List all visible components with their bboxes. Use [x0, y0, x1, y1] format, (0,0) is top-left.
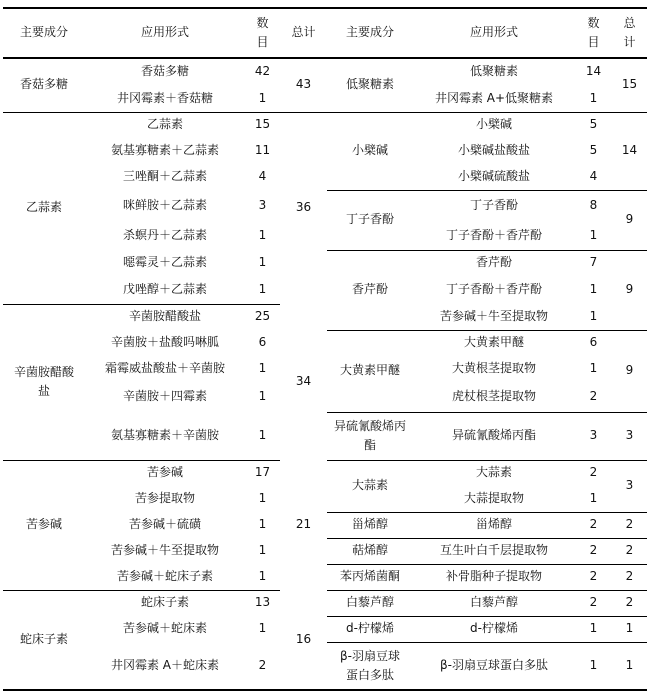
left-row-form: 三唑酮＋乙蒜素: [122, 169, 207, 184]
left-row-form: 苦参碱＋硫磺: [128, 517, 201, 532]
right-group-total: 1: [625, 621, 634, 636]
left-group-total: 21: [295, 517, 312, 532]
right-group-rule: [327, 642, 647, 643]
left-row-form: 苦参碱＋牛至提取物: [110, 543, 219, 558]
right-row-count: 5: [589, 117, 598, 132]
left-group-main: 苦参碱: [25, 517, 62, 532]
right-row-count: 1: [589, 228, 598, 243]
right-row-form: 丁子香酚＋香芹酚: [445, 228, 542, 243]
right-row-count: 3: [589, 428, 598, 443]
left-row-count: 1: [258, 428, 267, 443]
right-row-form: 白藜芦醇: [469, 595, 518, 610]
left-row-form: 辛菌胺＋盐酸吗啉胍: [110, 335, 219, 350]
left-row-form: 霜霉威盐酸盐＋辛菌胺: [104, 361, 225, 376]
right-row-count: 1: [589, 282, 598, 297]
left-row-form: 苦参碱＋蛇床素: [122, 621, 207, 636]
right-group-total: 2: [625, 517, 634, 532]
left-row-form: 噁霉灵＋乙蒜素: [122, 255, 207, 270]
header-form: 应用形式: [140, 25, 189, 40]
header-total: 总计: [291, 25, 316, 40]
right-row-form: 丁子香酚: [469, 198, 518, 213]
right-row-form: 井冈霉素 A+低聚糖素: [434, 91, 554, 106]
left-row-count: 15: [254, 117, 271, 132]
right-row-form: 大黄根茎提取物: [451, 361, 536, 376]
left-group-main: 香菇多糖: [19, 77, 68, 92]
right-row-count: 1: [589, 361, 598, 376]
right-row-count: 2: [589, 569, 598, 584]
right-group-total: 9: [625, 363, 634, 378]
right-group-main: 香芹酚: [351, 282, 388, 297]
left-row-count: 1: [258, 569, 267, 584]
left-row-count: 1: [258, 491, 267, 506]
right-group-total: 14: [621, 143, 638, 158]
right-group-rule: [327, 512, 647, 513]
left-row-count: 1: [258, 255, 267, 270]
right-group-main: 大黄素甲醚: [339, 363, 400, 378]
left-row-form: 苦参碱＋蛇床子素: [116, 569, 213, 584]
table-bottom-rule: [3, 689, 647, 691]
left-row-form: 辛菌胺＋四霉素: [122, 389, 207, 404]
left-row-count: 1: [258, 361, 267, 376]
right-group-rule: [327, 412, 647, 413]
right-row-form: β-羽扇豆球蛋白多肽: [440, 658, 548, 673]
right-group-total: 9: [625, 212, 634, 227]
left-row-count: 6: [258, 335, 267, 350]
right-row-count: 1: [589, 658, 598, 673]
table-top-rule: [3, 7, 647, 9]
right-row-form: 苦参碱＋牛至提取物: [439, 309, 548, 324]
left-group-main: 辛菌胺醋酸 盐: [13, 364, 74, 398]
right-group-main: 小檗碱: [351, 143, 388, 158]
header-total-2: 总 计: [623, 15, 636, 49]
right-group-total: 2: [625, 595, 634, 610]
right-row-form: 甾烯醇: [475, 517, 512, 532]
right-row-count: 14: [585, 64, 602, 79]
left-row-form: 苦参提取物: [134, 491, 195, 506]
left-row-form: 香菇多糖: [140, 64, 189, 79]
left-row-form: 杀螟丹＋乙蒜素: [122, 228, 207, 243]
right-group-rule: [327, 250, 647, 251]
right-row-form: 香芹酚: [475, 255, 512, 270]
left-row-count: 1: [258, 543, 267, 558]
left-row-form: 咪鲜胺＋乙蒜素: [122, 198, 207, 213]
right-row-count: 1: [589, 309, 598, 324]
left-row-count: 4: [258, 169, 267, 184]
right-row-form: 小檗碱硫酸盐: [457, 169, 530, 184]
right-row-count: 7: [589, 255, 598, 270]
left-row-count: 3: [258, 198, 267, 213]
right-group-main: 苯丙烯菌酮: [339, 569, 400, 584]
left-group-rule: [3, 112, 327, 113]
left-group-rule: [3, 304, 280, 305]
right-group-main: d-柠檬烯: [346, 621, 394, 636]
right-row-form: 低聚糖素: [469, 64, 518, 79]
left-row-count: 1: [258, 91, 267, 106]
right-group-rule: [327, 616, 647, 617]
right-row-count: 2: [589, 543, 598, 558]
left-group-main: 蛇床子素: [19, 632, 68, 647]
right-group-main: 萜烯醇: [351, 543, 388, 558]
right-group-main: β-羽扇豆球 蛋白多肽: [340, 648, 400, 682]
left-group-total: 43: [295, 77, 312, 92]
right-row-form: 大蒜提取物: [463, 491, 524, 506]
header-main-2: 主要成分: [345, 25, 394, 40]
left-row-form: 井冈霉素＋香菇糖: [116, 91, 213, 106]
right-row-count: 1: [589, 491, 598, 506]
right-group-rule: [327, 190, 647, 191]
left-row-count: 1: [258, 389, 267, 404]
left-group-main: 乙蒜素: [25, 200, 62, 215]
right-row-count: 4: [589, 169, 598, 184]
header-main: 主要成分: [19, 25, 68, 40]
left-row-count: 1: [258, 517, 267, 532]
right-row-count: 2: [589, 389, 598, 404]
left-row-count: 13: [254, 595, 271, 610]
right-row-form: 虎杖根茎提取物: [451, 389, 536, 404]
left-group-total: 34: [295, 374, 312, 389]
right-group-main: 异硫氰酸烯丙 酯: [333, 418, 406, 452]
right-group-main: 大蒜素: [351, 478, 388, 493]
left-group-rule: [3, 460, 280, 461]
left-row-count: 25: [254, 309, 271, 324]
right-group-total: 3: [625, 428, 634, 443]
left-row-count: 11: [254, 143, 271, 158]
left-row-count: 1: [258, 228, 267, 243]
header-form-2: 应用形式: [469, 25, 518, 40]
right-group-main: 甾烯醇: [351, 517, 388, 532]
right-row-form: 互生叶白千层提取物: [439, 543, 548, 558]
right-row-count: 2: [589, 517, 598, 532]
right-row-form: 丁子香酚＋香芹酚: [445, 282, 542, 297]
right-group-rule: [327, 460, 647, 461]
right-group-total: 2: [625, 569, 634, 584]
right-group-rule: [327, 590, 647, 591]
right-row-form: 大蒜素: [475, 465, 512, 480]
left-row-form: 蛇床子素: [140, 595, 189, 610]
right-row-count: 2: [589, 465, 598, 480]
left-row-count: 2: [258, 658, 267, 673]
left-row-count: 1: [258, 621, 267, 636]
right-group-rule: [327, 112, 647, 113]
right-row-count: 8: [589, 198, 598, 213]
right-row-count: 1: [589, 621, 598, 636]
left-row-count: 1: [258, 282, 267, 297]
right-group-total: 15: [621, 77, 638, 92]
right-row-count: 1: [589, 91, 598, 106]
right-row-form: 补骨脂种子提取物: [445, 569, 542, 584]
right-row-form: 小檗碱: [475, 117, 512, 132]
right-group-total: 2: [625, 543, 634, 558]
left-group-rule: [3, 590, 280, 591]
right-row-count: 2: [589, 595, 598, 610]
right-group-rule: [327, 538, 647, 539]
right-row-form: 大黄素甲醚: [463, 335, 524, 350]
right-row-form: 异硫氰酸烯丙酯: [451, 428, 536, 443]
header-count: 数 目: [256, 15, 269, 49]
left-row-form: 苦参碱: [146, 465, 183, 480]
left-row-form: 乙蒜素: [146, 117, 183, 132]
left-row-form: 氨基寡糖素＋辛菌胺: [110, 428, 219, 443]
right-group-total: 9: [625, 282, 634, 297]
left-row-form: 辛菌胺醋酸盐: [128, 309, 201, 324]
right-group-rule: [327, 564, 647, 565]
left-row-form: 戊唑醇＋乙蒜素: [122, 282, 207, 297]
right-group-total: 1: [625, 658, 634, 673]
right-group-main: 白藜芦醇: [345, 595, 394, 610]
left-group-total: 16: [295, 632, 312, 647]
left-row-form: 氨基寡糖素＋乙蒜素: [110, 143, 219, 158]
header-count-2: 数 目: [587, 15, 600, 49]
left-row-form: 井冈霉素 A＋蛇床素: [110, 658, 220, 673]
right-group-rule: [327, 330, 647, 331]
left-row-count: 42: [254, 64, 271, 79]
right-row-count: 5: [589, 143, 598, 158]
right-row-count: 6: [589, 335, 598, 350]
right-row-form: 小檗碱盐酸盐: [457, 143, 530, 158]
left-group-total: 36: [295, 200, 312, 215]
left-row-count: 17: [254, 465, 271, 480]
right-group-main: 丁子香酚: [345, 212, 394, 227]
right-group-total: 3: [625, 478, 634, 493]
right-row-form: d-柠檬烯: [470, 621, 518, 636]
right-group-main: 低聚糖素: [345, 77, 394, 92]
